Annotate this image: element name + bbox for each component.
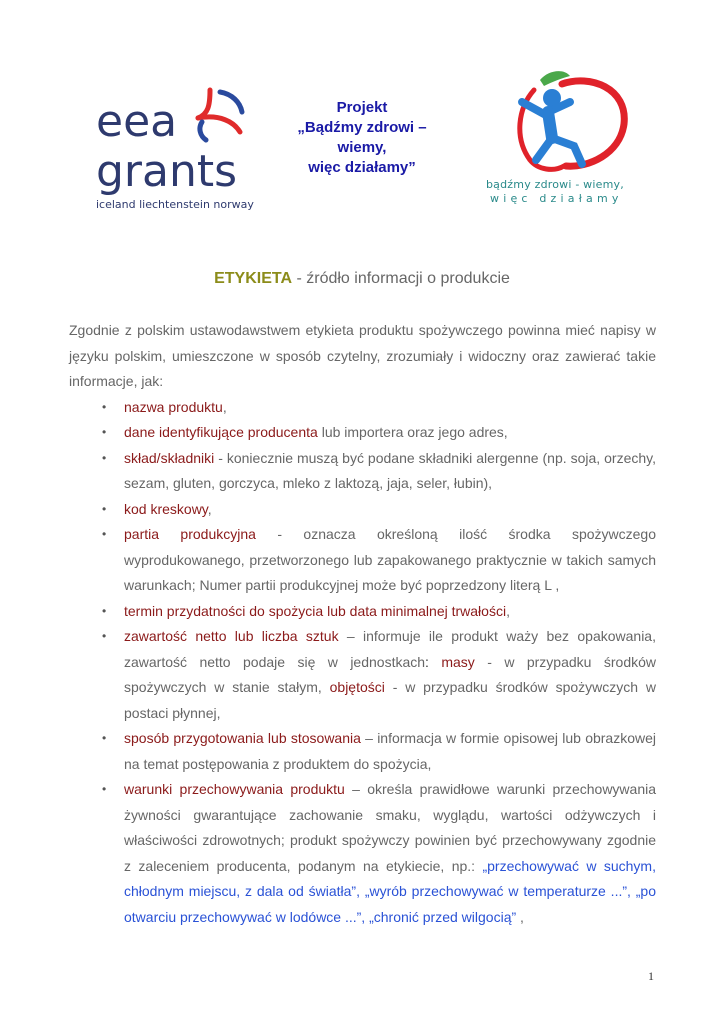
- info-list: [69, 395, 656, 931]
- item-text: ,: [506, 602, 510, 619]
- list-item: [69, 420, 656, 446]
- list-item: [69, 624, 656, 726]
- page-heading: [0, 270, 724, 288]
- item-term: partia produkcyjna: [124, 526, 256, 542]
- item-text: ,: [222, 398, 227, 415]
- list-item: [69, 726, 656, 777]
- list-item: [69, 522, 656, 599]
- badzmy-zdrowi-figure-icon: [478, 68, 634, 178]
- bullet-icon: •: [102, 603, 107, 618]
- list-item: [69, 599, 656, 625]
- bullet-icon: •: [102, 527, 107, 541]
- item-term-volume: objętości: [329, 679, 385, 695]
- project-title-line1: Projekt: [336, 99, 388, 116]
- item-term: warunki przechowywania produktu: [124, 781, 345, 797]
- bullet-icon: •: [102, 782, 107, 796]
- list-item: [69, 395, 656, 421]
- item-term: sposób przygotowania lub stosowania: [124, 730, 361, 746]
- item-term: termin przydatności do spożycia lub data minimalnej trwałości: [124, 602, 507, 619]
- heading-rest: - źródło informacji o produkcie: [292, 270, 510, 287]
- item-text: - w przypadku środków spożywczych w postaci płynnej,: [124, 679, 656, 721]
- project-title: [272, 98, 452, 178]
- project-title-line3: wiemy,: [337, 139, 387, 156]
- item-term: nazwa produktu: [124, 398, 223, 415]
- bullet-icon: •: [102, 731, 107, 745]
- intro-paragraph: Zgodnie z polskim ustawodawstwem etykieta produktu spożywczego powinna mieć napisy w języku polskim, umieszczone w sposób czytelny, zrozumiały i widoczny oraz zawierać takie informacje, jak:: [69, 322, 656, 389]
- document-body: [69, 318, 656, 930]
- eea-grants-logo-graphic: [94, 84, 254, 214]
- item-text: – określa prawidłowe warunki przechowywania żywności gwarantujące zachowanie smaku, wyglądu, wartości odżywczych i właściwości zdrowotnych; produkt spożywczy powinien być przechowywany zgodnie z zaleceniem producenta, podanym na etykiecie, np.:: [124, 781, 657, 874]
- item-text: ,: [207, 500, 212, 517]
- page-number: 1: [648, 969, 654, 983]
- badzmy-zdrowi-tagline-1: bądźmy zdrowi - wiemy,: [486, 178, 624, 191]
- bullet-icon: •: [102, 450, 107, 465]
- item-text: ,: [516, 908, 524, 925]
- project-title-line4: więc działamy”: [308, 159, 416, 176]
- bullet-icon: •: [102, 399, 107, 414]
- grants-text: grants: [96, 146, 238, 197]
- item-text: lub importera oraz jego adres,: [317, 424, 508, 440]
- item-term: zawartość netto lub liczba sztuk: [124, 628, 339, 644]
- bullet-icon: •: [102, 629, 107, 643]
- item-text: - w przypadku środków spożywczych w stanie stałym,: [124, 653, 656, 695]
- list-item: [69, 777, 656, 930]
- item-text: – informacja w formie opisowej lub obrazkowej na temat postępowania z produktem do spożycia,: [124, 730, 657, 772]
- item-text: – informuje ile produkt waży bez opakowania, zawartość netto podaje się w jednostkach: [124, 628, 656, 670]
- storage-examples: „przechowywać w suchym, chłodnym miejscu, z dala od światła”, „wyrób przechowywać w temperaturze ...”, „po otwarciu przechowywać w lodówce ...”, „chronić przed wilgocią”: [124, 857, 656, 925]
- item-term: dane identyfikujące producenta: [124, 424, 318, 440]
- badzmy-zdrowi-logo: [478, 68, 634, 208]
- eea-text: eea: [96, 96, 178, 147]
- eea-caption: iceland liechtenstein norway: [96, 198, 254, 211]
- item-term: skład/składniki: [124, 449, 215, 466]
- eea-grants-logo: [94, 84, 254, 214]
- item-term: kod kreskowy: [124, 500, 208, 517]
- heading-keyword: ETYKIETA: [214, 270, 293, 287]
- list-item: [69, 446, 656, 497]
- badzmy-zdrowi-tagline-2: więc działamy: [490, 192, 623, 205]
- list-item: [69, 497, 656, 523]
- bullet-icon: •: [102, 501, 107, 516]
- item-term-mass: masy: [428, 653, 475, 670]
- project-title-line2: „Bądźmy zdrowi –: [297, 119, 427, 136]
- item-text: - koniecznie muszą być podane składniki alergenne (np. soja, orzechy, sezam, gluten, gorczyca, mleko z laktozą, jaja, seler, łubin),: [124, 449, 656, 491]
- item-colon: :: [425, 653, 429, 670]
- bullet-icon: •: [102, 425, 107, 439]
- item-text: - oznacza określoną ilość środka spożywczego wyprodukowanego, przetworzonego lub zapakowanego praktycznie w takich samych warunkach; Numer partii produkcyjnej może być poprzedzony literą L ,: [124, 526, 657, 593]
